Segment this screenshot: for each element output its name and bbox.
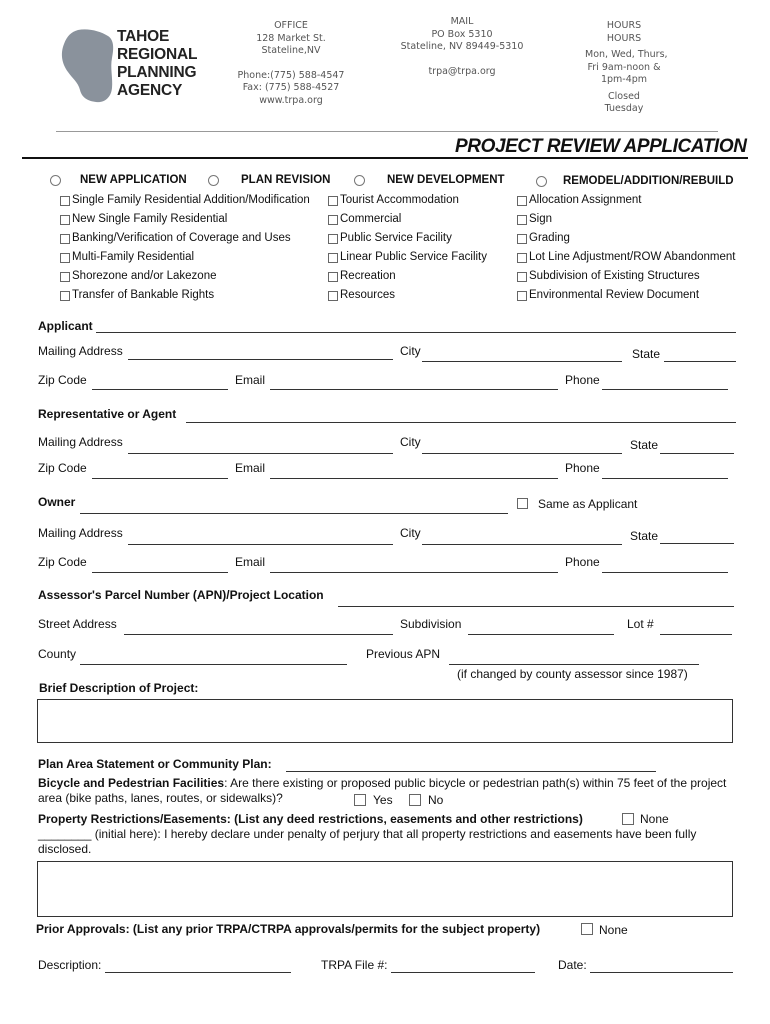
zip-label: Zip Code xyxy=(38,461,87,475)
mailing-address-label: Mailing Address xyxy=(38,344,123,358)
representative-label: Representative or Agent xyxy=(38,407,177,421)
trpa-file-label: TRPA File #: xyxy=(321,958,388,972)
agency-logo-text xyxy=(117,28,197,100)
office-line: Stateline,NV xyxy=(261,45,321,56)
spacer xyxy=(226,58,356,70)
zip-label: Zip Code xyxy=(38,555,87,569)
zip-field[interactable] xyxy=(92,478,228,479)
zip-label: Zip Code xyxy=(38,373,87,387)
email-label: Email xyxy=(235,373,266,387)
applicant-field[interactable] xyxy=(96,332,736,333)
previous-apn-field[interactable] xyxy=(449,664,699,665)
logo-line: PLANNING xyxy=(117,64,197,81)
city-label: City xyxy=(400,435,421,449)
prior-none-checkbox[interactable] xyxy=(581,923,593,935)
logo-line: TAHOE xyxy=(117,28,170,45)
tahoe-lake-logo-icon xyxy=(58,28,116,104)
state-field[interactable] xyxy=(664,361,736,362)
project-type-label: Banking/Verification of Coverage and Uses xyxy=(72,232,291,244)
checkbox[interactable] xyxy=(517,234,527,244)
description-field[interactable] xyxy=(105,972,291,973)
owner-label: Owner xyxy=(38,495,76,509)
checkbox[interactable] xyxy=(60,291,70,301)
checkbox[interactable] xyxy=(60,272,70,282)
applicant-label: Applicant xyxy=(38,319,93,333)
office-line: 128 Market St. xyxy=(256,32,326,44)
same-as-applicant-checkbox[interactable] xyxy=(517,498,528,509)
mail-heading: MAIL xyxy=(450,16,474,27)
checkbox[interactable] xyxy=(517,272,527,282)
bike-facilities-text: : Are there existing or proposed public bicycle or pedestrian path(s) within 75 feet of the project area (bike paths, lanes, routes, or sidewalks)? xyxy=(38,776,727,805)
state-field[interactable] xyxy=(660,543,734,544)
checkbox[interactable] xyxy=(517,291,527,301)
project-type-label: Subdivision of Existing Structures xyxy=(529,270,700,282)
owner-field[interactable] xyxy=(80,513,508,514)
checkbox[interactable] xyxy=(60,196,70,206)
county-field[interactable] xyxy=(80,664,347,665)
checkbox[interactable] xyxy=(328,196,338,206)
spacer xyxy=(392,54,532,66)
brief-description-textarea[interactable] xyxy=(37,699,733,743)
project-type-label: Tourist Accommodation xyxy=(340,194,459,206)
mailing-address-field[interactable] xyxy=(128,359,393,360)
hours-heading: HOURS xyxy=(606,32,642,44)
new-application-label: NEW APPLICATION xyxy=(80,174,187,186)
checkbox[interactable] xyxy=(328,272,338,282)
phone-field[interactable] xyxy=(602,389,728,390)
checkbox[interactable] xyxy=(60,234,70,244)
hours-heading: HOURS xyxy=(606,20,642,31)
plan-area-field[interactable] xyxy=(286,771,656,772)
project-type-label: New Single Family Residential xyxy=(72,213,228,225)
lot-label: Lot # xyxy=(627,617,654,631)
phone-label: Phone xyxy=(565,373,600,387)
project-type-label: Environmental Review Document xyxy=(529,289,700,301)
date-label: Date: xyxy=(558,958,587,972)
new-development-label: NEW DEVELOPMENT xyxy=(387,174,505,186)
email-label: Email xyxy=(235,461,266,475)
mail-info xyxy=(392,16,532,78)
hours-line: Tuesday xyxy=(604,103,644,114)
bike-facilities-heading: Bicycle and Pedestrian Facilities xyxy=(38,776,225,790)
representative-field[interactable] xyxy=(186,422,736,423)
state-label: State xyxy=(630,529,659,543)
hours-line: Closed xyxy=(608,90,640,102)
trpa-file-field[interactable] xyxy=(391,972,535,973)
project-type-label: Allocation Assignment xyxy=(529,194,642,206)
city-field[interactable] xyxy=(422,544,622,545)
checkbox[interactable] xyxy=(517,215,527,225)
state-field[interactable] xyxy=(660,453,734,454)
mail-email[interactable]: trpa@trpa.org xyxy=(428,65,496,77)
new-application-radio[interactable] xyxy=(50,175,61,186)
phone-label: Phone xyxy=(565,461,600,475)
hours-info xyxy=(585,20,668,116)
project-type-label: Multi-Family Residential xyxy=(72,251,195,263)
description-label: Description: xyxy=(38,958,102,972)
phone-label: Phone xyxy=(565,555,600,569)
header-divider xyxy=(56,131,718,132)
city-field[interactable] xyxy=(422,453,622,454)
email-field[interactable] xyxy=(270,478,558,479)
project-type-label: Linear Public Service Facility xyxy=(340,251,488,263)
checkbox[interactable] xyxy=(60,215,70,225)
city-label: City xyxy=(400,344,421,358)
email-field[interactable] xyxy=(270,572,558,573)
mailing-address-label: Mailing Address xyxy=(38,435,123,449)
project-type-label: Single Family Residential Addition/Modification xyxy=(72,194,310,206)
project-type-label: Recreation xyxy=(340,270,396,282)
email-field[interactable] xyxy=(270,389,558,390)
project-type-label: Public Service Facility xyxy=(340,232,452,244)
checkbox[interactable] xyxy=(328,291,338,301)
project-type-label: Lot Line Adjustment/ROW Abandonment xyxy=(529,251,736,263)
same-as-applicant-label: Same as Applicant xyxy=(538,497,638,511)
project-type-label: Sign xyxy=(529,213,553,225)
mailing-address-field[interactable] xyxy=(128,544,393,545)
email-label: Email xyxy=(235,555,266,569)
mailing-address-field[interactable] xyxy=(128,453,393,454)
lot-field[interactable] xyxy=(660,634,732,635)
city-label: City xyxy=(400,526,421,540)
mail-line: PO Box 5310 xyxy=(431,28,493,40)
office-website[interactable]: www.trpa.org xyxy=(259,94,323,106)
phone-field[interactable] xyxy=(602,478,728,479)
checkbox[interactable] xyxy=(328,234,338,244)
bike-yes-label: Yes xyxy=(373,793,393,807)
restrictions-none-label: None xyxy=(640,812,669,826)
restrictions-heading: Property Restrictions/Easements: (List any deed restrictions, easements and other restrictions) xyxy=(38,812,583,826)
project-type-label: Shorezone and/or Lakezone xyxy=(72,270,217,282)
city-field[interactable] xyxy=(422,361,622,362)
county-label: County xyxy=(38,647,77,661)
project-type-label: Commercial xyxy=(340,213,402,225)
prior-approvals-heading: Prior Approvals: (List any prior TRPA/CTRPA approvals/permits for the subject property) xyxy=(36,922,541,936)
hours-line: Mon, Wed, Thurs, xyxy=(585,49,668,60)
subdivision-label: Subdivision xyxy=(400,617,462,631)
subdivision-field[interactable] xyxy=(468,634,614,635)
hours-line: 1pm-4pm xyxy=(600,74,648,85)
date-field[interactable] xyxy=(590,972,733,973)
office-info xyxy=(226,20,356,107)
logo-line: AGENCY xyxy=(117,82,183,99)
project-type-label: Transfer of Bankable Rights xyxy=(72,289,215,301)
hours-line: Fri 9am-noon & xyxy=(587,61,661,73)
phone-field[interactable] xyxy=(602,572,728,573)
mailing-address-label: Mailing Address xyxy=(38,526,123,540)
zip-field[interactable] xyxy=(92,572,228,573)
checkbox[interactable] xyxy=(328,253,338,263)
restrictions-none-checkbox[interactable] xyxy=(622,813,634,825)
office-phone: Phone:(775) 588-4547 xyxy=(237,69,345,81)
project-type-label: Grading xyxy=(529,232,570,244)
checkbox[interactable] xyxy=(517,253,527,263)
office-heading: OFFICE xyxy=(274,20,308,31)
apn-field[interactable] xyxy=(338,606,734,607)
project-type-label: Resources xyxy=(340,289,395,301)
state-label: State xyxy=(632,347,661,361)
bike-no-checkbox[interactable] xyxy=(409,794,421,806)
zip-field[interactable] xyxy=(92,389,228,390)
plan-area-label: Plan Area Statement or Community Plan: xyxy=(38,757,272,771)
previous-apn-label: Previous APN xyxy=(366,647,441,661)
logo-line: REGIONAL xyxy=(117,46,198,63)
checkbox[interactable] xyxy=(60,253,70,263)
remodel-radio[interactable] xyxy=(536,176,547,187)
restrictions-textarea[interactable] xyxy=(37,861,733,917)
bike-no-label: No xyxy=(428,793,444,807)
brief-description-label: Brief Description of Project: xyxy=(39,681,199,695)
mail-line: Stateline, NV 89449-5310 xyxy=(400,41,524,52)
state-label: State xyxy=(630,438,659,452)
previous-apn-note: (if changed by county assessor since 1987) xyxy=(457,667,688,681)
plan-revision-radio[interactable] xyxy=(208,175,219,186)
checkbox[interactable] xyxy=(328,215,338,225)
remodel-label: REMODEL/ADDITION/REBUILD xyxy=(563,175,734,187)
office-fax: Fax: (775) 588-4527 xyxy=(242,82,340,93)
restrictions-declaration: ________ (initial here): I hereby declare under penalty of perjury that all property restrictions and easements have been fully disclosed. xyxy=(38,827,697,856)
page-title: PROJECT REVIEW APPLICATION xyxy=(455,136,747,157)
apn-label: Assessor's Parcel Number (APN)/Project Location xyxy=(38,588,324,602)
street-address-label: Street Address xyxy=(38,617,117,631)
title-underline xyxy=(22,157,748,159)
street-address-field[interactable] xyxy=(124,634,393,635)
plan-revision-label: PLAN REVISION xyxy=(241,174,331,186)
new-development-radio[interactable] xyxy=(354,175,365,186)
prior-none-label: None xyxy=(599,923,628,937)
bike-yes-checkbox[interactable] xyxy=(354,794,366,806)
checkbox[interactable] xyxy=(517,196,527,206)
